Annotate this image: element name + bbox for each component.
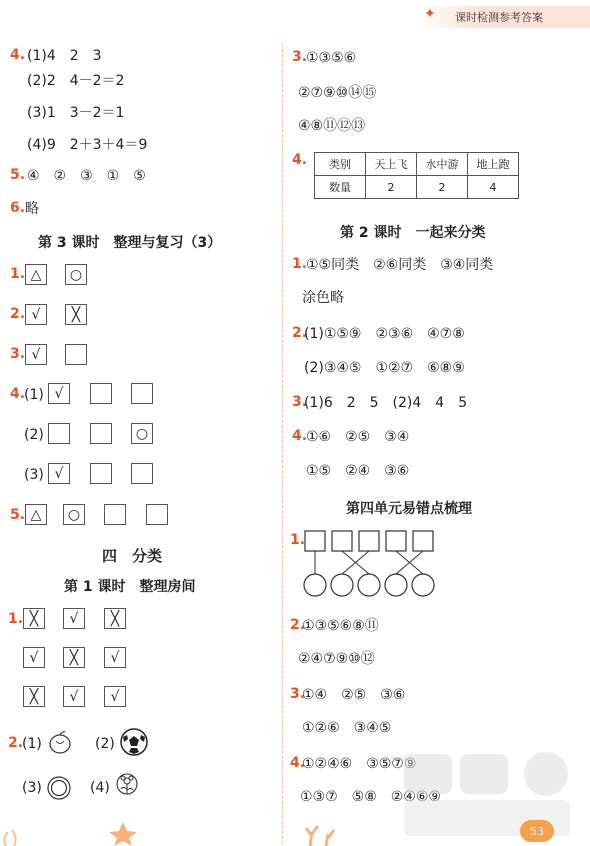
check-icon: √ [31, 346, 41, 363]
table-cell: 4 [468, 176, 519, 199]
coral-icon [300, 822, 340, 846]
question-number: 1. [10, 266, 26, 282]
starfish-icon [105, 820, 141, 846]
section-title: 第 3 课时 整理与复习（3） [38, 235, 222, 251]
question-number: 6. [10, 200, 26, 216]
square-node [305, 531, 325, 551]
sub-label: (4) [90, 780, 110, 796]
question-number: 3. [290, 686, 306, 702]
table-row-label: 数量 [315, 176, 366, 199]
ring-icon [45, 775, 73, 801]
answer-line: (2)2 4－2＝2 [27, 73, 125, 89]
check-icon: √ [31, 306, 41, 323]
table-cell: 2 [366, 176, 417, 199]
answer-box [90, 383, 112, 404]
question-number: 4. [292, 152, 308, 168]
question-number: 2. [292, 325, 308, 341]
answer-line: ①⑤ ②④ ③⑥ [306, 463, 410, 479]
answer-box [23, 608, 45, 629]
circle-icon: ○ [69, 266, 83, 283]
answer-line: ④⑧⑪⑫⑬ [298, 118, 366, 134]
header-title: 课时检测参考答案 [455, 11, 543, 24]
check-icon: √ [69, 688, 79, 705]
answer-box [65, 344, 87, 365]
answer-box [90, 463, 112, 484]
answer-line: 略 [25, 201, 39, 217]
square-node [413, 531, 433, 551]
answer-box [104, 504, 126, 525]
table-header: 水中游 [417, 153, 468, 176]
check-icon: √ [54, 385, 64, 402]
answer-box [63, 647, 85, 668]
circle-node [358, 574, 380, 596]
answer-box [104, 686, 126, 707]
answer-line: ①③⑤⑥⑧⑪ [302, 618, 379, 634]
circle-node [412, 574, 434, 596]
circle-icon: ○ [67, 506, 81, 523]
answer-box [23, 647, 45, 668]
circle-node [331, 574, 353, 596]
matching-diagram [300, 528, 440, 604]
cross-icon: ╳ [110, 610, 120, 627]
apple-icon [47, 730, 73, 754]
soccer-ball-icon [119, 727, 149, 757]
section-title: 第四单元易错点梳理 [346, 501, 472, 517]
sub-label: (3) [22, 780, 42, 796]
check-icon: √ [54, 465, 64, 482]
answer-line: (3)1 3－2＝1 [27, 105, 125, 121]
question-number: 5. [10, 167, 26, 183]
answer-line: ②④⑦⑨⑩⑫ [298, 651, 375, 667]
question-number: 2. [290, 617, 306, 633]
answer-line: ①⑥ ②⑤ ③④ [306, 429, 410, 445]
answer-box [65, 264, 87, 285]
answer-box [146, 504, 168, 525]
cross-icon: ╳ [69, 649, 79, 666]
answer-line: (1)①⑤⑨ ②③⑥ ④⑦⑧ [304, 326, 465, 342]
circle-node [304, 574, 326, 596]
question-number: 3. [292, 394, 308, 410]
answer-box [63, 686, 85, 707]
question-number: 3. [10, 346, 26, 362]
question-number: 4. [290, 755, 306, 771]
answer-box [65, 304, 87, 325]
answer-line: ①④ ②⑤ ③⑥ [302, 687, 406, 703]
answer-box [25, 304, 47, 325]
sub-label: (3) [24, 467, 44, 483]
answer-box [63, 504, 85, 525]
table-header: 地上跑 [468, 153, 519, 176]
cross-icon: ╳ [29, 688, 39, 705]
cross-icon: ╳ [71, 306, 81, 323]
answer-line: (4)9 2＋3＋4＝9 [27, 137, 148, 153]
section-title: 第 1 课时 整理房间 [64, 579, 196, 595]
sub-label: (2) [95, 736, 115, 752]
answer-line: ①③⑦ ⑤⑧ ②④⑥⑨ [300, 789, 441, 805]
answer-line: ④ ② ③ ① ⑤ [27, 168, 146, 184]
answer-line: ②⑦⑨⑩⑭⑮ [298, 85, 377, 101]
answer-line: (2)③④⑤ ①②⑦ ⑥⑧⑨ [304, 360, 465, 376]
question-number: 4. [10, 47, 26, 63]
triangle-icon: △ [30, 266, 42, 283]
answer-box [23, 686, 45, 707]
question-number: 1. [8, 611, 24, 627]
question-number: 5. [10, 507, 26, 523]
answer-box [104, 608, 126, 629]
seaweed-icon [0, 826, 30, 846]
triangle-icon: △ [30, 506, 42, 523]
check-icon: √ [29, 649, 39, 666]
answer-line: 涂色略 [302, 290, 344, 306]
cross-icon: ╳ [29, 610, 39, 627]
answer-line: (1)6 2 5 (2)4 4 5 [304, 395, 468, 411]
square-node [332, 531, 352, 551]
check-icon: √ [69, 610, 79, 627]
answer-line: (1)4 2 3 [27, 48, 102, 64]
answer-box [25, 344, 47, 365]
answer-box [63, 608, 85, 629]
answer-line: ①②⑥ ③④⑤ [302, 720, 392, 736]
check-icon: √ [110, 649, 120, 666]
classification-table [314, 152, 519, 199]
answer-box [25, 264, 47, 285]
sub-label: (2) [24, 427, 44, 443]
answer-box [131, 423, 153, 444]
table-header: 天上飞 [366, 153, 417, 176]
answer-box [104, 647, 126, 668]
answer-box [48, 463, 70, 484]
page-number: 53 [520, 820, 554, 842]
sparkle-icon: ✦ [424, 6, 436, 22]
answer-box [25, 504, 47, 525]
question-number: 2. [8, 735, 24, 751]
question-number: 1. [292, 256, 308, 272]
sub-label: (1) [24, 387, 44, 403]
answer-box [131, 383, 153, 404]
answer-box [131, 463, 153, 484]
answer-box [48, 423, 70, 444]
answer-line: ①⑤同类 ②⑥同类 ③④同类 [306, 257, 494, 273]
question-number: 4. [10, 386, 26, 402]
section-title: 第 2 课时 一起来分类 [340, 225, 486, 241]
question-number: 2. [10, 306, 26, 322]
answer-line: ①②④⑥ ③⑤⑦⑨ [302, 756, 417, 772]
question-number: 3. [292, 49, 308, 65]
square-node [359, 531, 379, 551]
table-cell: 2 [417, 176, 468, 199]
answer-box [90, 423, 112, 444]
circle-icon: ○ [135, 425, 149, 442]
column-divider [282, 44, 283, 844]
check-icon: √ [110, 688, 120, 705]
question-number: 1. [290, 532, 306, 548]
sub-label: (1) [22, 736, 42, 752]
answer-line: ①③⑤⑥ [306, 50, 357, 66]
square-node [386, 531, 406, 551]
circle-node [385, 574, 407, 596]
table-header: 类别 [315, 153, 366, 176]
question-number: 4. [292, 428, 308, 444]
flower-icon [114, 772, 140, 802]
unit-title: 四 分类 [102, 547, 163, 565]
answer-box [48, 383, 70, 404]
